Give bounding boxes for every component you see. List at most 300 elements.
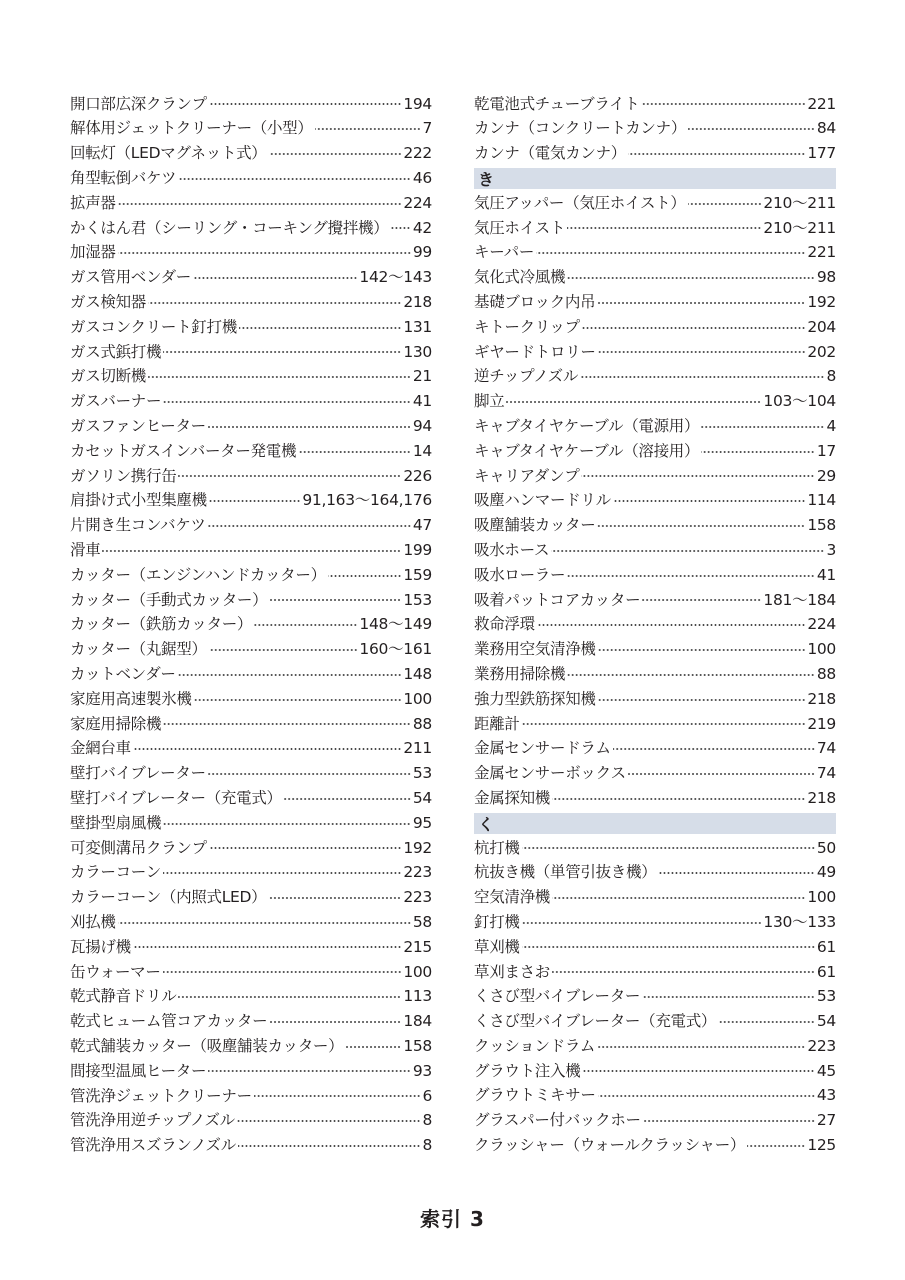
dot-leader: [118, 922, 411, 924]
index-page-number: 27: [816, 1111, 836, 1130]
index-term: ガス検知器: [70, 293, 147, 312]
index-page-number: 114: [807, 491, 836, 510]
dot-leader: [163, 971, 402, 973]
dot-leader: [209, 847, 402, 849]
index-column-left: [70, 92, 432, 1158]
index-page-number: 8: [422, 1136, 432, 1155]
index-term: ガスバーナー: [70, 392, 162, 411]
dot-leader: [178, 178, 411, 180]
index-term: 家庭用高速製氷機: [70, 689, 192, 708]
dot-leader: [269, 1021, 401, 1023]
index-page-number: 7: [422, 119, 432, 138]
index-term: 逆チップノズル: [474, 367, 579, 386]
index-entry: [70, 241, 432, 266]
index-entry: [474, 464, 836, 489]
dot-leader: [239, 327, 401, 329]
index-page-number: 223: [807, 1036, 836, 1055]
dot-leader: [178, 674, 402, 676]
index-page-number: 223: [403, 888, 432, 907]
dot-leader: [208, 426, 411, 428]
dot-leader: [597, 302, 805, 304]
index-term: 吸水ローラー: [474, 565, 566, 584]
index-page-number: 130〜133: [763, 912, 836, 931]
dot-leader: [506, 401, 761, 403]
index-term: ガス切断機: [70, 367, 147, 386]
index-entry: [70, 687, 432, 712]
index-term: 気化式冷風機: [474, 268, 566, 287]
index-page-number: 58: [412, 912, 432, 931]
index-page-number: 100: [403, 962, 432, 981]
index-entry: [70, 266, 432, 291]
page-footer: 索引 3: [420, 1207, 485, 1231]
index-term: カッター（エンジンハンドカッター）: [70, 565, 326, 584]
index-page-number: 202: [807, 342, 836, 361]
index-term: 乾式静音ドリル: [70, 987, 177, 1006]
index-page-number: 131: [403, 317, 432, 336]
index-entry: [70, 315, 432, 340]
dot-leader: [148, 302, 401, 304]
index-entry: [70, 290, 432, 315]
dot-leader: [269, 153, 402, 155]
index-term: 杭打機: [474, 838, 520, 857]
index-page-number: 125: [807, 1136, 836, 1155]
index-entry: [474, 514, 836, 539]
index-entry: [474, 216, 836, 241]
index-entry: [474, 985, 836, 1010]
index-term: ガス式鋲打機: [70, 342, 162, 361]
index-entry: [70, 216, 432, 241]
index-entry: [70, 340, 432, 365]
index-entry: [474, 1133, 836, 1158]
index-page-number: 215: [403, 937, 432, 956]
index-page-number: 49: [816, 863, 836, 882]
dot-leader: [567, 674, 815, 676]
index-page-number: 98: [816, 268, 836, 287]
index-page-number: 54: [412, 788, 432, 807]
index-page-number: 218: [403, 293, 432, 312]
dot-leader: [268, 897, 401, 899]
index-page-number: 41: [816, 565, 836, 584]
index-page-number: 91,163〜164,176: [302, 491, 432, 510]
index-entry: [474, 142, 836, 167]
dot-leader: [522, 922, 762, 924]
dot-leader: [598, 699, 806, 701]
index-page-number: 181〜184: [763, 590, 836, 609]
dot-leader: [582, 1070, 814, 1072]
dot-leader: [315, 128, 421, 130]
dot-leader: [628, 153, 805, 155]
index-term: 壁打バイブレーター: [70, 764, 206, 783]
index-entry: [70, 737, 432, 762]
dot-leader: [254, 624, 357, 626]
index-page-number: 222: [403, 144, 432, 163]
index-page-number: 184: [403, 1012, 432, 1031]
dot-leader: [642, 103, 806, 105]
dot-leader: [345, 1046, 401, 1048]
index-page-number: 45: [816, 1061, 836, 1080]
index-entry: [474, 241, 836, 266]
index-term: 金網台車: [70, 739, 131, 758]
index-page-number: 50: [816, 838, 836, 857]
index-entry: [474, 885, 836, 910]
dot-leader: [209, 649, 358, 651]
index-entry: [70, 538, 432, 563]
dot-leader: [208, 525, 411, 527]
index-section-heading: き: [474, 168, 836, 189]
index-term: かくはん君（シーリング・コーキング攪拌機）: [70, 218, 389, 237]
dot-leader: [643, 1120, 815, 1122]
index-term: カラーコーン: [70, 863, 161, 882]
index-term: 吸水ホース: [474, 540, 550, 559]
index-term: カッター（手動式カッター）: [70, 590, 268, 609]
dot-leader: [597, 1046, 805, 1048]
index-term: カンナ（電気カンナ）: [474, 144, 627, 163]
index-page-number: 204: [807, 317, 836, 336]
index-term: 吸着パットコアカッター: [474, 590, 641, 609]
index-term: 開口部広深クランプ: [70, 94, 207, 113]
index-term: 壁掛型扇風機: [70, 813, 162, 832]
index-entry: [474, 1109, 836, 1134]
index-entry: [474, 638, 836, 663]
index-term: 気圧ホイスト: [474, 218, 566, 237]
index-section-heading: く: [474, 813, 836, 834]
index-page-number: 199: [403, 540, 432, 559]
index-entry: [70, 117, 432, 142]
index-term: 乾式ヒューム管コアカッター: [70, 1012, 268, 1031]
index-entry: [474, 1059, 836, 1084]
index-column-right: [474, 92, 836, 1158]
index-term: 距離計: [474, 714, 520, 733]
index-page-number: 8: [422, 1111, 432, 1130]
dot-leader: [102, 550, 401, 552]
dot-leader: [522, 946, 815, 948]
index-entry: [70, 1109, 432, 1134]
index-entry: [70, 985, 432, 1010]
index-term: 草刈まさお: [474, 962, 551, 981]
index-entry: [70, 489, 432, 514]
dot-leader: [208, 773, 411, 775]
index-entry: [474, 489, 836, 514]
dot-leader: [284, 798, 411, 800]
index-term: 気圧アッパー（気圧ホイスト）: [474, 193, 686, 212]
index-term: 釘打機: [474, 912, 520, 931]
index-term: 業務用空気清浄機: [474, 640, 596, 659]
dot-leader: [148, 376, 411, 378]
index-entry: [474, 960, 836, 985]
index-entry: [70, 786, 432, 811]
index-term: 管洗浄用逆チップノズル: [70, 1111, 235, 1130]
index-entry: [70, 960, 432, 985]
index-term: 解体用ジェットクリーナー（小型）: [70, 119, 313, 138]
dot-leader: [613, 500, 806, 502]
index-entry: [70, 935, 432, 960]
dot-leader: [597, 525, 805, 527]
index-term: 杭抜き機（単管引抜き機）: [474, 863, 657, 882]
dot-leader: [209, 103, 402, 105]
index-page-number: 221: [807, 94, 836, 113]
index-entry: [70, 1034, 432, 1059]
index-term: 滑車: [70, 540, 101, 559]
dot-leader: [747, 1145, 805, 1147]
index-term: 金属探知機: [474, 788, 551, 807]
index-entry: [70, 588, 432, 613]
index-page-number: 47: [412, 516, 432, 535]
index-page-number: 159: [403, 565, 432, 584]
dot-leader: [133, 748, 402, 750]
index-entry: [474, 712, 836, 737]
dot-leader: [701, 426, 824, 428]
index-term: 基礎ブロック内吊: [474, 293, 596, 311]
dot-leader: [581, 475, 814, 477]
index-entry: [70, 142, 432, 167]
index-term: カットベンダー: [70, 664, 176, 683]
index-term: カッター（丸鋸型）: [70, 640, 207, 659]
index-page-number: 99: [412, 243, 432, 262]
index-entry: [474, 191, 836, 216]
dot-leader: [552, 897, 805, 899]
index-term: 管洗浄ジェットクリーナー: [70, 1086, 252, 1105]
index-entry: [474, 1034, 836, 1059]
index-entry: [474, 365, 836, 390]
index-entry: [70, 712, 432, 737]
dot-leader: [194, 699, 402, 701]
index-page-number: 148: [403, 664, 432, 683]
index-entry: [70, 613, 432, 638]
index-term: ガスコンクリート釘打機: [70, 317, 237, 336]
index-entry: [474, 390, 836, 415]
index-page-number: 224: [403, 193, 432, 212]
index-term: 金属センサーボックス: [474, 764, 626, 783]
index-page-number: 53: [816, 987, 836, 1006]
index-term: 缶ウォーマー: [70, 962, 161, 981]
index-entry: [474, 1009, 836, 1034]
dot-leader: [658, 872, 814, 874]
index-entry: [70, 1084, 432, 1109]
dot-leader: [688, 128, 815, 130]
index-term: 家庭用掃除機: [70, 714, 162, 733]
index-page-number: 218: [807, 689, 836, 708]
dot-leader: [163, 351, 401, 353]
index-term: カッター（鉄筋カッター）: [70, 615, 253, 634]
index-term: キーパー: [474, 243, 535, 262]
dot-leader: [598, 1095, 815, 1097]
dot-leader: [582, 327, 806, 329]
dot-leader: [163, 401, 411, 403]
index-page-number: 21: [412, 367, 432, 386]
index-page-number: 177: [807, 144, 836, 163]
index-page-number: 218: [807, 788, 836, 807]
index-term: 脚立: [474, 392, 505, 411]
dot-leader: [567, 227, 761, 229]
index-entry: [474, 662, 836, 687]
index-entry: [70, 861, 432, 886]
index-entry: [474, 315, 836, 340]
index-entry: [474, 762, 836, 787]
index-page-number: 74: [816, 739, 836, 758]
index-page-number: 130: [403, 342, 432, 361]
index-term: クラッシャー（ウォールクラッシャー）: [474, 1136, 746, 1155]
index-page-number: 210〜211: [763, 218, 836, 237]
index-entry: [70, 439, 432, 464]
index-entry: [474, 414, 836, 439]
index-term: 空気清浄機: [474, 888, 551, 907]
index-entry: [474, 538, 836, 563]
index-page-number: 84: [816, 119, 836, 138]
index-term: 管洗浄用スズランノズル: [70, 1136, 236, 1155]
index-term: ガソリン携行缶: [70, 466, 177, 485]
index-page-number: 142〜143: [359, 268, 432, 287]
dot-leader: [642, 996, 815, 998]
dot-leader: [642, 599, 761, 601]
index-page-number: 160〜161: [359, 640, 432, 659]
index-entry: [474, 910, 836, 935]
index-term: キャリアダンプ: [474, 466, 580, 485]
index-term: 角型転倒バケツ: [70, 169, 177, 188]
index-entry: [474, 340, 836, 365]
index-term: 肩掛け式小型集塵機: [70, 491, 207, 510]
index-term: キャブタイヤケーブル（溶接用）: [474, 441, 700, 460]
index-page-number: 100: [807, 888, 836, 907]
index-term: 吸塵舗装カッター: [474, 516, 596, 535]
index-page-number: 100: [403, 689, 432, 708]
index-entry: [474, 92, 836, 117]
index-page-number: 211: [403, 739, 432, 758]
dot-leader: [522, 723, 806, 725]
index-page-number: 4: [826, 416, 836, 435]
index-page-number: 223: [403, 863, 432, 882]
index-entry: [474, 613, 836, 638]
index-entry: [70, 166, 432, 191]
index-entry: [70, 1133, 432, 1158]
index-entry: [474, 563, 836, 588]
index-page-number: 74: [816, 764, 836, 783]
index-page-number: 42: [412, 218, 432, 237]
index-entry: [474, 786, 836, 811]
index-entry: [70, 365, 432, 390]
index-entry: [70, 762, 432, 787]
index-page-number: 219: [807, 714, 836, 733]
index-page-number: 61: [816, 962, 836, 981]
dot-leader: [238, 1145, 420, 1147]
dot-leader: [237, 1120, 421, 1122]
index-term: くさび型バイブレーター（充電式）: [474, 1012, 717, 1031]
index-entry: [70, 811, 432, 836]
index-term: グラウトミキサー: [474, 1086, 596, 1105]
index-entry: [474, 861, 836, 886]
index-entry: [70, 390, 432, 415]
dot-leader: [133, 946, 402, 948]
index-term: 業務用掃除機: [474, 664, 566, 683]
dot-leader: [552, 798, 805, 800]
index-entry: [70, 638, 432, 663]
index-term: クッションドラム: [474, 1036, 596, 1055]
index-page-number: 192: [403, 838, 432, 857]
dot-leader: [598, 649, 806, 651]
dot-leader: [718, 1021, 815, 1023]
dot-leader: [328, 575, 402, 577]
dot-leader: [567, 277, 815, 279]
index-page-number: 93: [412, 1061, 432, 1080]
index-page-number: 210〜211: [763, 193, 836, 212]
index-term: くさび型バイブレーター: [474, 987, 641, 1006]
index-term: 可変側溝吊クランプ: [70, 838, 207, 857]
dot-leader: [163, 872, 401, 874]
index-page-number: 194: [403, 94, 432, 113]
index-term: 救命浮環: [474, 615, 535, 634]
index-page-number: 53: [412, 764, 432, 783]
index-entry: [70, 514, 432, 539]
index-page-number: 158: [403, 1036, 432, 1055]
index-page-number: 103〜104: [763, 392, 836, 411]
dot-leader: [551, 550, 824, 552]
index-entry: [474, 836, 836, 861]
index-entry: [70, 662, 432, 687]
index-page-number: 192: [807, 293, 836, 311]
index-entry: [70, 464, 432, 489]
dot-leader: [163, 823, 411, 825]
index-term: ガス管用ベンダー: [70, 268, 191, 287]
index-entry: [70, 414, 432, 439]
index-page-number: 41: [412, 392, 432, 411]
dot-leader: [178, 475, 401, 477]
dot-leader: [118, 252, 411, 254]
index-page-number: 46: [412, 169, 432, 188]
index-term: 瓦揚げ機: [70, 937, 131, 956]
index-term: 拡声器: [70, 193, 116, 212]
index-entry: [474, 117, 836, 142]
dot-leader: [567, 575, 815, 577]
index-entry: [70, 191, 432, 216]
dot-leader: [522, 847, 815, 849]
index-term: 壁打バイブレーター（充電式）: [70, 788, 282, 807]
index-page-number: 14: [412, 441, 432, 460]
dot-leader: [178, 996, 401, 998]
index-page-number: 95: [412, 813, 432, 832]
index-entry: [70, 1009, 432, 1034]
index-page-number: 88: [412, 714, 432, 733]
dot-leader: [118, 203, 402, 205]
index-entry: [474, 1084, 836, 1109]
index-page-number: 3: [826, 540, 836, 559]
index-term: 刈払機: [70, 912, 116, 931]
dot-leader: [613, 748, 815, 750]
index-page-number: 43: [816, 1086, 836, 1105]
index-page-number: 6: [422, 1086, 432, 1105]
dot-leader: [298, 451, 411, 453]
index-entry: [70, 886, 432, 911]
dot-leader: [193, 277, 357, 279]
index-term: グラウト注入機: [474, 1061, 581, 1080]
index-page-number: 153: [403, 590, 432, 609]
index-term: キャブタイヤケーブル（電源用）: [474, 416, 700, 435]
index-page-number: 29: [816, 466, 836, 485]
dot-leader: [598, 351, 806, 353]
index-term: カセットガスインバーター発電機: [70, 441, 297, 460]
dot-leader: [209, 500, 301, 502]
index-page-number: 54: [816, 1012, 836, 1031]
dot-leader: [688, 203, 762, 205]
index-term: ギヤードトロリー: [474, 342, 596, 361]
index-page-number: 61: [816, 937, 836, 956]
index-page-number: 17: [816, 441, 836, 460]
index-entry: [474, 588, 836, 613]
index-page-number: 88: [816, 664, 836, 683]
index-term: 加湿器: [70, 243, 116, 262]
dot-leader: [580, 376, 824, 378]
index-page-number: 148〜149: [359, 615, 432, 634]
dot-leader: [536, 252, 805, 254]
index-entry: [474, 687, 836, 712]
